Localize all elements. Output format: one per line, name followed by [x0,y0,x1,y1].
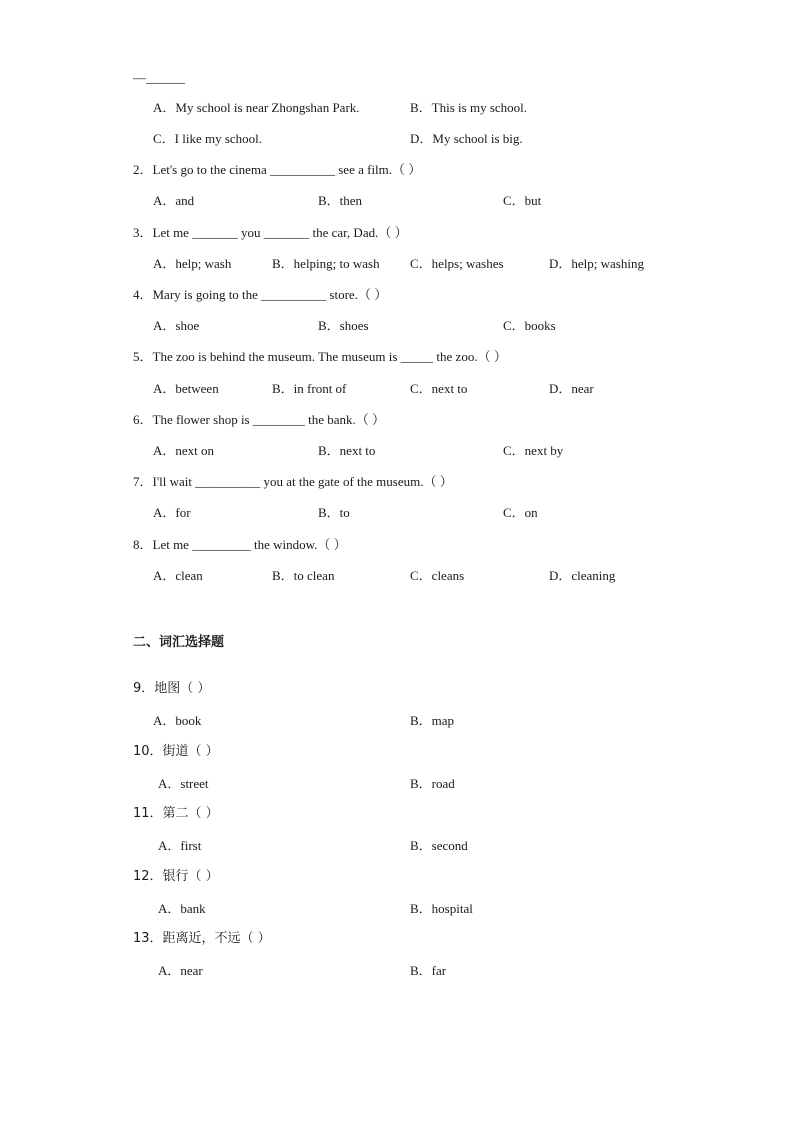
q9-option-a[interactable]: A．book [153,713,202,728]
question-12-stem: 12．银行（ ） [133,869,219,884]
question-4-stem: 4．Mary is going to the __________ store.（ ） [133,287,388,302]
q12-option-a[interactable]: A．bank [158,901,206,916]
q1-option-d[interactable]: D．My school is big. [410,131,523,146]
q6-option-a[interactable]: A．next on [153,443,215,458]
q1-option-c[interactable]: C．I like my school. [153,131,263,146]
question-6-stem: 6．The flower shop is ________ the bank.（ ） [133,412,386,427]
q7-option-a[interactable]: A．for [153,505,191,520]
question-3-stem: 3．Let me _______ you _______ the car, Dad.（ ） [133,225,408,240]
q1-option-a[interactable]: A．My school is near Zhongshan Park. [153,100,360,115]
previous-question-blank: —______ [133,70,185,85]
q13-option-b[interactable]: B．far [410,963,447,978]
q7-option-b[interactable]: B．to [318,505,350,520]
question-11-stem: 11．第二（ ） [133,806,219,821]
question-5-stem: 5．The zoo is behind the museum. The museum is _____ the zoo.（ ） [133,349,507,364]
q2-option-c[interactable]: C．but [503,193,542,208]
q5-option-a[interactable]: A．between [153,381,219,396]
question-7-stem: 7．I'll wait __________ you at the gate of the museum.（ ） [133,474,453,489]
q8-option-c[interactable]: C．cleans [410,568,465,583]
q12-option-b[interactable]: B．hospital [410,901,473,916]
q9-option-b[interactable]: B．map [410,713,455,728]
q3-option-a[interactable]: A．help; wash [153,256,232,271]
q10-option-a[interactable]: A．street [158,776,209,791]
q5-option-c[interactable]: C．next to [410,381,468,396]
q13-option-a[interactable]: A．near [158,963,203,978]
q4-option-c[interactable]: C．books [503,318,556,333]
q1-option-b[interactable]: B．This is my school. [410,100,528,115]
q8-option-d[interactable]: D．cleaning [549,568,616,583]
question-9-stem: 9．地图（ ） [133,681,211,696]
section-2-title: 二、词汇选择题 [133,635,225,650]
question-8-stem: 8．Let me _________ the window.（ ） [133,537,347,552]
q6-option-c[interactable]: C．next by [503,443,564,458]
q5-option-d[interactable]: D．near [549,381,594,396]
q5-option-b[interactable]: B．in front of [272,381,347,396]
q4-option-b[interactable]: B．shoes [318,318,369,333]
q10-option-b[interactable]: B．road [410,776,455,791]
question-13-stem: 13．距离近，不远（ ） [133,931,271,946]
q2-option-b[interactable]: B．then [318,193,363,208]
q3-option-c[interactable]: C．helps; washes [410,256,504,271]
q4-option-a[interactable]: A．shoe [153,318,200,333]
q3-option-d[interactable]: D．help; washing [549,256,644,271]
q6-option-b[interactable]: B．next to [318,443,376,458]
q7-option-c[interactable]: C．on [503,505,538,520]
q2-option-a[interactable]: A．and [153,193,195,208]
q3-option-b[interactable]: B．helping; to wash [272,256,380,271]
q11-option-a[interactable]: A．first [158,838,202,853]
question-10-stem: 10．街道（ ） [133,744,219,759]
q8-option-a[interactable]: A．clean [153,568,203,583]
question-2-stem: 2．Let's go to the cinema __________ see a film.（ ） [133,162,422,177]
q8-option-b[interactable]: B．to clean [272,568,335,583]
q11-option-b[interactable]: B．second [410,838,468,853]
